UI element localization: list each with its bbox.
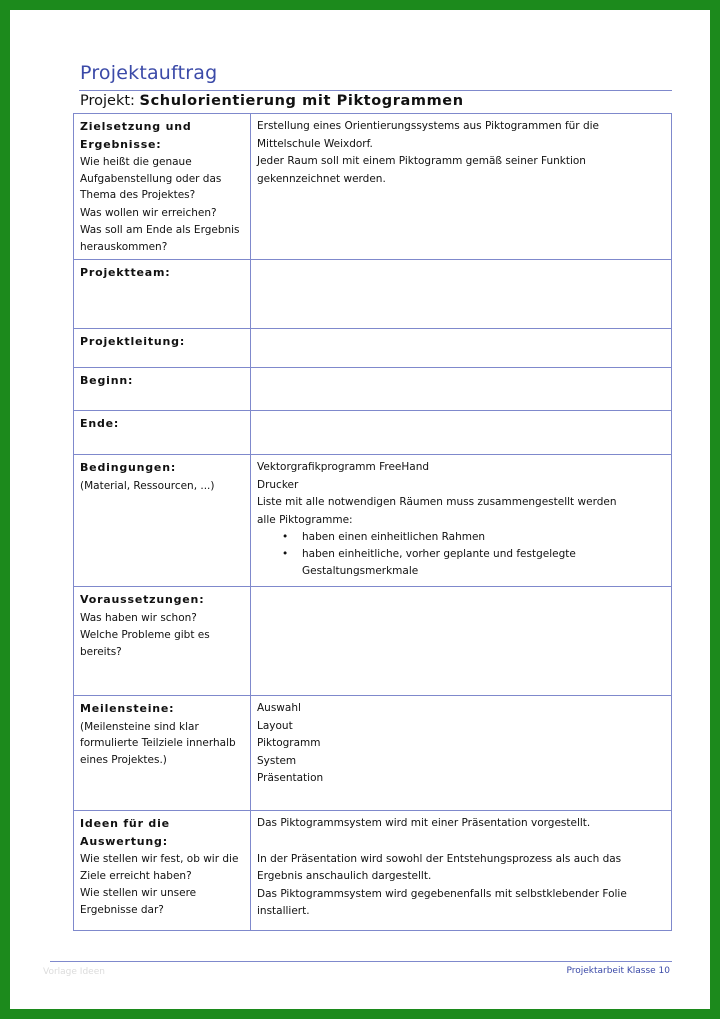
value-cell[interactable] — [251, 114, 672, 260]
document-page — [10, 10, 710, 1009]
value-text: System — [257, 754, 297, 767]
value-cell[interactable] — [251, 260, 672, 329]
value-text: Liste mit alle notwendigen Räumen muss zusammengestellt werden — [257, 496, 617, 508]
footer-left-text: Vorlage Ideen — [43, 967, 105, 977]
value-cell[interactable] — [251, 811, 672, 931]
row-sub-text: (Meilensteine sind klar formulierte Teilziele innerhalb eines Projektes.) — [80, 720, 236, 766]
row-sub-text: Was soll am Ende als Ergebnis herauskommen? — [80, 224, 240, 253]
bullet-item: • haben einen einheitlichen Rahmen — [302, 529, 665, 546]
label-cell — [74, 696, 251, 811]
project-heading — [80, 93, 464, 109]
row-sub-text: Wie stellen wir unsere Ergebnisse dar? — [80, 887, 197, 916]
row-label: Bedingungen: — [80, 461, 177, 474]
label-cell — [74, 587, 251, 696]
row-bedingungen — [74, 455, 672, 587]
value-text: Vektorgrafikprogramm FreeHand — [257, 461, 430, 473]
bullet-item: • haben einheitliche, vorher geplante und festgelegte Gestaltungsmerkmale — [302, 546, 665, 580]
label-cell — [74, 260, 251, 329]
value-text: Erstellung eines Orientierungssystems aus Piktogrammen für die Mittelschule Weixdorf. — [257, 120, 599, 150]
row-voraussetzungen — [74, 587, 672, 696]
value-text: Drucker — [257, 478, 299, 491]
row-label: Projektteam: — [80, 266, 171, 279]
value-text: Layout — [257, 719, 293, 732]
value-cell[interactable] — [251, 368, 672, 411]
row-label: Beginn: — [80, 374, 134, 387]
value-text: alle Piktogramme: — [257, 513, 353, 526]
row-sub-text: Wie heißt die genaue Aufgabenstellung oder das Thema des Projektes? — [80, 156, 222, 201]
title-divider — [79, 90, 672, 91]
document-title: Projektauftrag — [80, 62, 218, 84]
row-ideen-auswertung — [74, 811, 672, 931]
value-text: Piktogramm — [257, 737, 321, 749]
value-cell[interactable] — [251, 455, 672, 587]
footer-right-text: Projektarbeit Klasse 10 — [566, 966, 670, 976]
value-text: Jeder Raum soll mit einem Piktogramm gemäß seiner Funktion gekennzeichnet werden. — [257, 155, 586, 185]
row-sub-text: Welche Probleme gibt es bereits? — [80, 629, 210, 658]
row-label: Voraussetzungen: — [80, 593, 205, 606]
value-text: In der Präsentation wird sowohl der Entstehungsprozess als auch das Ergebnis anschaulich dargestellt. — [257, 852, 622, 882]
row-sub-text: Wie stellen wir fest, ob wir die Ziele erreicht haben? — [80, 853, 239, 882]
row-projektteam — [74, 260, 672, 329]
project-form-table — [73, 113, 672, 931]
value-text: Das Piktogrammsystem wird mit einer Präsentation vorgestellt. — [257, 817, 591, 829]
row-label: Ideen für die Auswertung: — [80, 817, 170, 848]
project-name: Schulorientierung mit Piktogrammen — [139, 93, 464, 109]
bullet-list — [257, 529, 665, 580]
label-cell — [74, 411, 251, 455]
value-text: Präsentation — [257, 772, 324, 784]
value-cell[interactable] — [251, 329, 672, 368]
row-ende — [74, 411, 672, 455]
spacer — [257, 833, 665, 851]
row-sub-text: (Material, Ressourcen, ...) — [80, 479, 215, 492]
label-cell — [74, 114, 251, 260]
value-cell[interactable] — [251, 696, 672, 811]
row-sub-text: Was wollen wir erreichen? — [80, 206, 217, 219]
label-cell — [74, 455, 251, 587]
value-cell[interactable] — [251, 587, 672, 696]
footer-divider — [50, 961, 672, 962]
label-cell — [74, 811, 251, 931]
row-beginn — [74, 368, 672, 411]
row-label: Zielsetzung und Ergebnisse: — [80, 120, 192, 151]
row-projektleitung — [74, 329, 672, 368]
row-label: Ende: — [80, 417, 120, 430]
row-label: Projektleitung: — [80, 335, 186, 348]
project-label: Projekt: — [80, 93, 135, 109]
value-text: Das Piktogrammsystem wird gegebenenfalls mit selbstklebender Folie installiert. — [257, 887, 627, 917]
row-zielsetzung — [74, 114, 672, 260]
row-label: Meilensteine: — [80, 702, 175, 715]
label-cell — [74, 329, 251, 368]
row-meilensteine — [74, 696, 672, 811]
row-sub-text: Was haben wir schon? — [80, 611, 197, 624]
label-cell — [74, 368, 251, 411]
value-text: Auswahl — [257, 702, 301, 714]
value-cell[interactable] — [251, 411, 672, 455]
